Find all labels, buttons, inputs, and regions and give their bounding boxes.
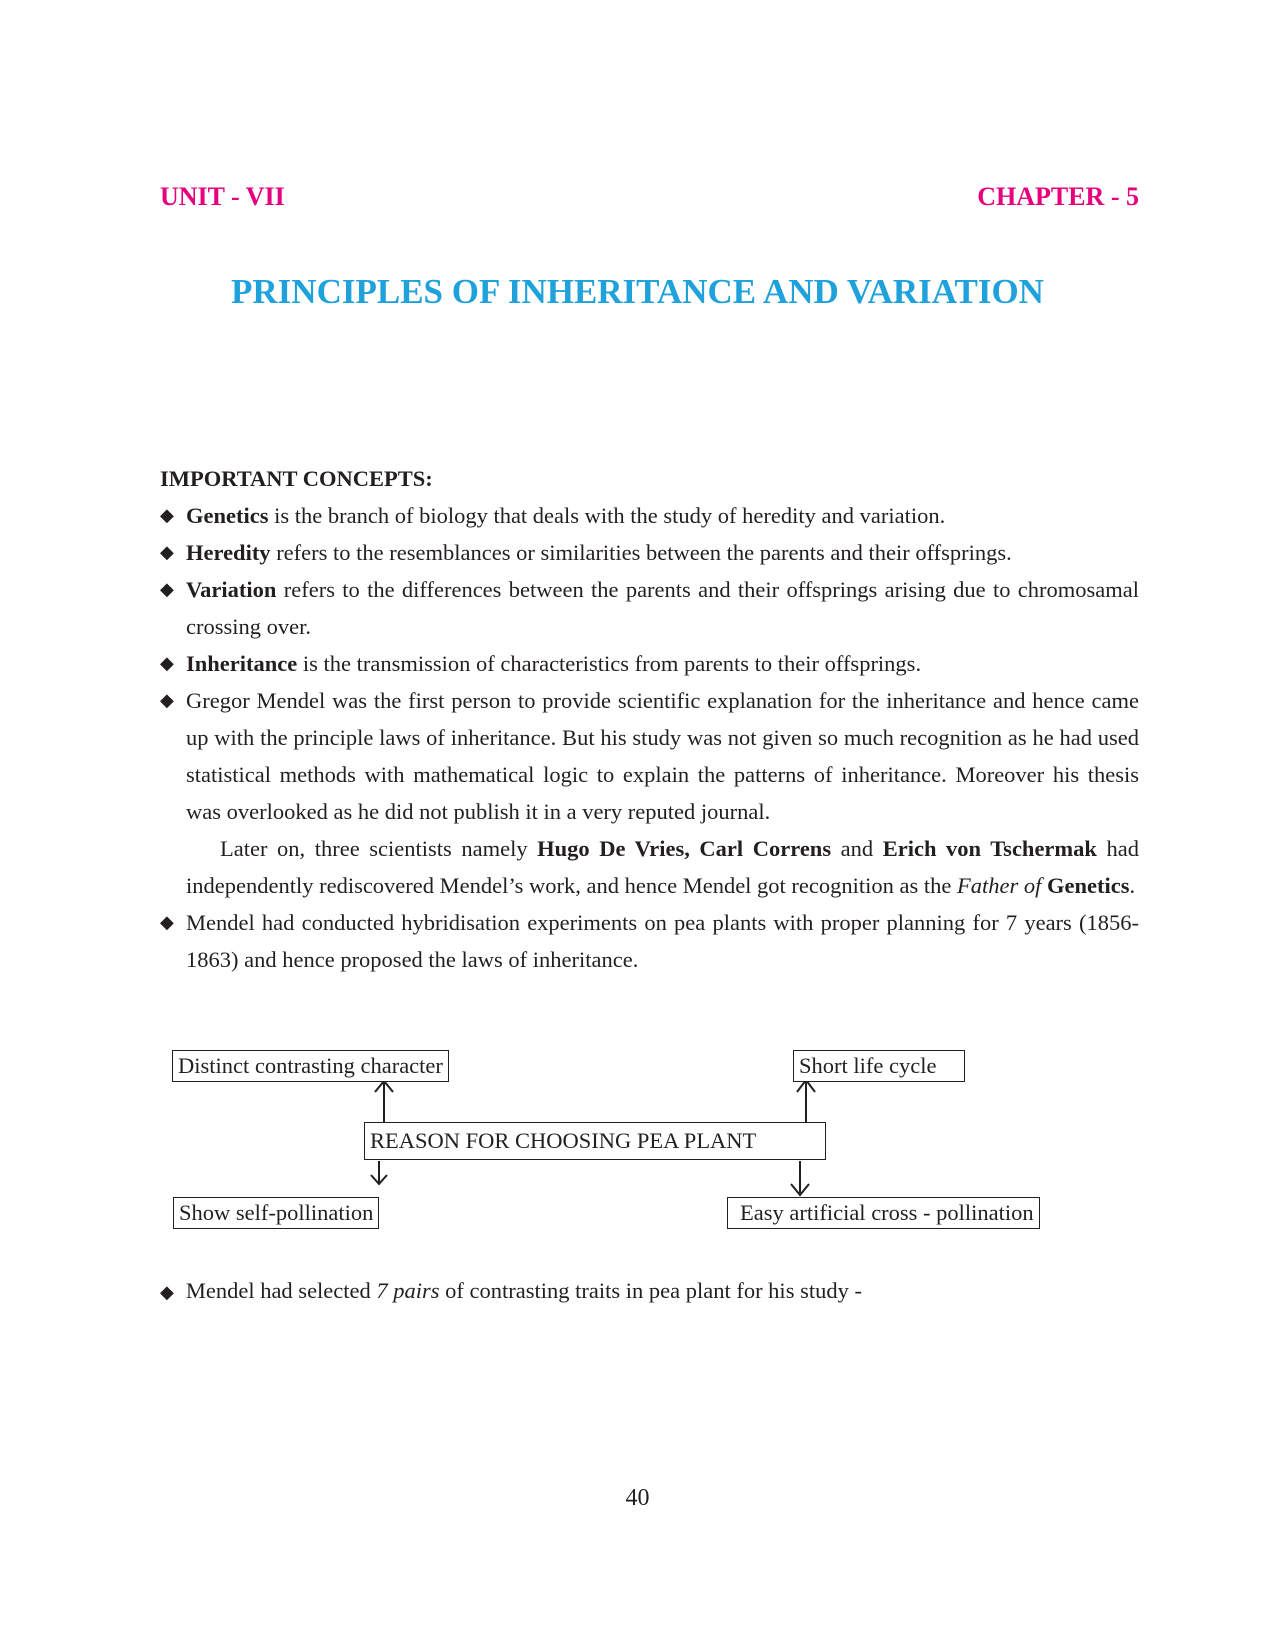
- rediscovery-text: and: [831, 836, 883, 861]
- page-number: 40: [625, 1485, 650, 1511]
- pairs-text: of contrasting traits in pea plant for his study -: [439, 1278, 862, 1303]
- concept-text: refers to the differences between the parents and their offsprings arising due to chromosamal crossing over.: [186, 577, 1139, 639]
- diamond-bullet-icon: ◆: [160, 912, 174, 932]
- concept-text: is the branch of biology that deals with the study of heredity and variation.: [268, 503, 946, 528]
- diamond-bullet-icon: ◆: [160, 579, 174, 599]
- period: .: [1129, 873, 1136, 898]
- scientist-name: Erich von Tschermak: [882, 836, 1097, 861]
- concept-text: refers to the resemblances or similarities between the parents and their offsprings.: [270, 540, 1012, 565]
- diamond-bullet-icon: ◆: [160, 542, 174, 562]
- reason-center-box: REASON FOR CHOOSING PEA PLANT: [364, 1122, 826, 1160]
- pairs-text: Mendel had selected: [185, 1278, 377, 1303]
- term-genetics-title: Genetics: [1047, 873, 1130, 898]
- pairs-count: 7 pairs: [376, 1278, 440, 1303]
- chapter-title: PRINCIPLES OF INHERITANCE AND VARIATION: [231, 272, 1044, 311]
- unit-label: UNIT - VII: [160, 182, 285, 211]
- reason-cross-pollination: Easy artificial cross - pollination: [727, 1197, 1040, 1229]
- pairs-bullet: [160, 1278, 862, 1304]
- concept-text: Gregor Mendel was the first person to provide scientific explanation for the inheritance and hence came up with the principle laws of inheritance. But his study was not given so much recognition as he had used statistical methods with mathematical logic to explain the patterns of inheritance. Moreover his thesis was overlooked as he did not publish it in a very reputed journal.: [186, 688, 1139, 824]
- term-variation: Variation: [186, 577, 277, 602]
- diamond-bullet-icon: ◆: [160, 653, 174, 673]
- rediscovery-text: Later on, three scientists namely: [220, 836, 538, 861]
- concept-text: is the transmission of characteristics from parents to their offsprings.: [297, 651, 922, 676]
- chapter-label: CHAPTER - 5: [977, 182, 1139, 211]
- concepts-heading: IMPORTANT CONCEPTS:: [160, 466, 433, 491]
- reason-short-life-cycle: Short life cycle: [793, 1050, 965, 1082]
- father-of-text: Father of: [957, 873, 1042, 898]
- reason-distinct-characters: Distinct contrasting character: [172, 1050, 449, 1082]
- diamond-bullet-icon: ◆: [160, 505, 174, 525]
- rediscovery-text: had independently rediscovered Mendel’s work, and hence Mendel got recognition as the: [186, 836, 1139, 898]
- term-heredity: Heredity: [186, 540, 271, 565]
- reason-self-pollination: Show self-pollination: [173, 1197, 379, 1229]
- term-inheritance: Inheritance: [186, 651, 298, 676]
- term-genetics: Genetics: [186, 503, 269, 528]
- diamond-bullet-icon: ◆: [160, 690, 174, 710]
- diamond-bullet-icon: ◆: [160, 1282, 174, 1302]
- scientist-names: Hugo De Vries, Carl Correns: [537, 836, 832, 861]
- concept-text: Mendel had conducted hybridisation experiments on pea plants with proper planning for 7 years (1856-1863) and hence proposed the laws of inheritance.: [186, 910, 1139, 972]
